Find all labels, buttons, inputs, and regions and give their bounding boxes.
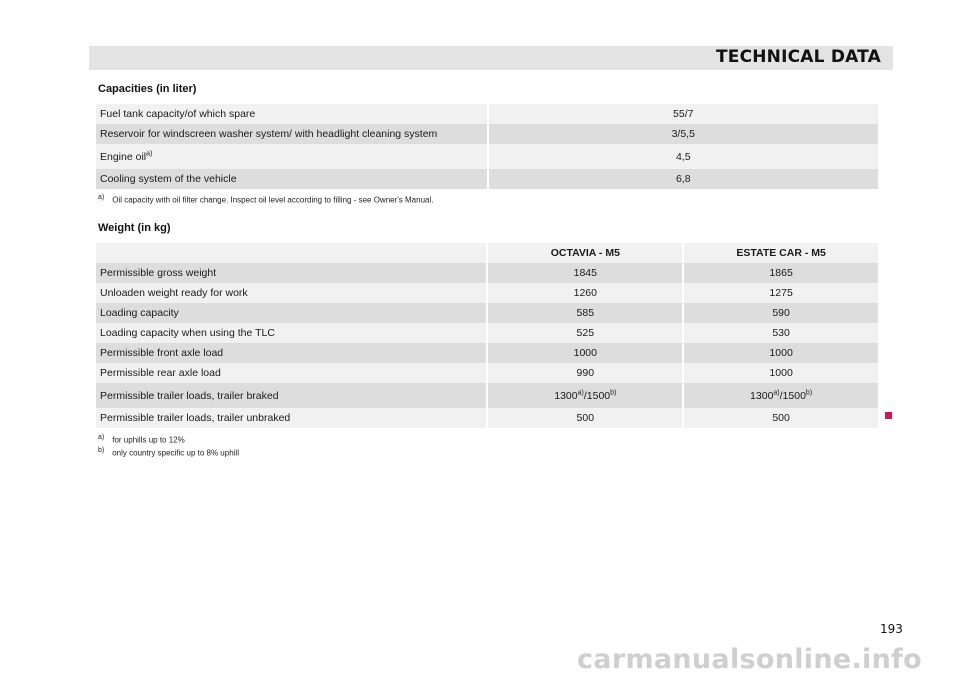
- row-value: 4,5: [488, 144, 879, 169]
- row-value-cell: [487, 383, 683, 408]
- table-row: [96, 303, 879, 323]
- value-part: /1500: [779, 389, 806, 402]
- column-header: OCTAVIA - M5: [487, 243, 683, 263]
- row-label-cell: [96, 144, 488, 169]
- table-row: [96, 144, 879, 169]
- table-row: [96, 124, 879, 144]
- footnote-text: only country specific up to 8% uphill: [112, 448, 239, 458]
- footnote-text: Oil capacity with oil filter change. Inspect oil level according to filling - see Owner's Manual.: [112, 195, 434, 205]
- row-label: Permissible gross weight: [96, 263, 487, 283]
- table-row: [96, 408, 879, 428]
- row-value: 990: [487, 363, 683, 383]
- row-label: Loading capacity: [96, 303, 487, 323]
- capacities-table: [96, 104, 880, 189]
- weight-footnote-a: [98, 434, 185, 445]
- row-label: Cooling system of the vehicle: [96, 169, 488, 189]
- weight-table: [96, 243, 880, 428]
- capacities-footnote: [98, 194, 433, 205]
- row-value: 3/5,5: [488, 124, 879, 144]
- footnote-ref: b): [610, 389, 617, 396]
- footnote-mark: a): [98, 434, 105, 441]
- header-blank-cell: [96, 243, 487, 263]
- table-row: [96, 104, 879, 124]
- row-value: 500: [487, 408, 683, 428]
- value-part: /1500: [583, 389, 611, 402]
- row-label: Engine oil: [100, 150, 147, 163]
- row-value: 585: [487, 303, 683, 323]
- table-row: [96, 343, 879, 363]
- header-bar: [89, 46, 893, 70]
- row-value: 6,8: [488, 169, 879, 189]
- page-title: TECHNICAL DATA: [715, 47, 881, 67]
- row-value: 1000: [683, 363, 879, 383]
- row-value: 590: [683, 303, 879, 323]
- footnote-mark: b): [98, 447, 105, 454]
- table-row: [96, 283, 879, 303]
- row-value: 1000: [683, 343, 879, 363]
- footnote-ref: b): [805, 389, 813, 396]
- row-label: Permissible trailer loads, trailer unbraked: [96, 408, 487, 428]
- row-label: Permissible rear axle load: [96, 363, 487, 383]
- row-label: Reservoir for windscreen washer system/ with headlight cleaning system: [96, 124, 488, 144]
- table-row: [96, 169, 879, 189]
- row-value: 530: [683, 323, 879, 343]
- section-end-marker: [885, 412, 892, 419]
- weight-footnote-b: [98, 447, 239, 458]
- footnote-ref: a): [577, 389, 584, 396]
- footnote-text: for uphills up to 12%: [112, 435, 185, 445]
- footnote-ref: a): [146, 150, 153, 157]
- footnote-mark: a): [98, 194, 105, 201]
- row-label: Fuel tank capacity/of which spare: [96, 104, 488, 124]
- table-row: [96, 383, 879, 408]
- table-header-row: [96, 243, 879, 263]
- row-value: 500: [683, 408, 879, 428]
- row-value: 1260: [487, 283, 683, 303]
- row-label: Unloaden weight ready for work: [96, 283, 487, 303]
- page-number: 193: [880, 622, 903, 636]
- row-value: 55/7: [488, 104, 879, 124]
- table-row: [96, 323, 879, 343]
- row-label: Permissible trailer loads, trailer braked: [96, 383, 487, 408]
- row-value: 525: [487, 323, 683, 343]
- value-part: 1300: [750, 389, 774, 402]
- row-label: Loading capacity when using the TLC: [96, 323, 487, 343]
- weight-title: Weight (in kg): [98, 222, 171, 234]
- capacities-title: Capacities (in liter): [98, 83, 197, 95]
- table-row: [96, 363, 879, 383]
- row-value-cell: [683, 383, 879, 408]
- table-row: [96, 263, 879, 283]
- row-value: 1865: [683, 263, 879, 283]
- column-header: ESTATE CAR - M5: [683, 243, 879, 263]
- row-label: Permissible front axle load: [96, 343, 487, 363]
- value-part: 1300: [554, 389, 578, 402]
- footnote-ref: a): [773, 389, 780, 396]
- row-value: 1275: [683, 283, 879, 303]
- row-value: 1000: [487, 343, 683, 363]
- watermark: carmanualsonline.info: [577, 644, 923, 673]
- row-value: 1845: [487, 263, 683, 283]
